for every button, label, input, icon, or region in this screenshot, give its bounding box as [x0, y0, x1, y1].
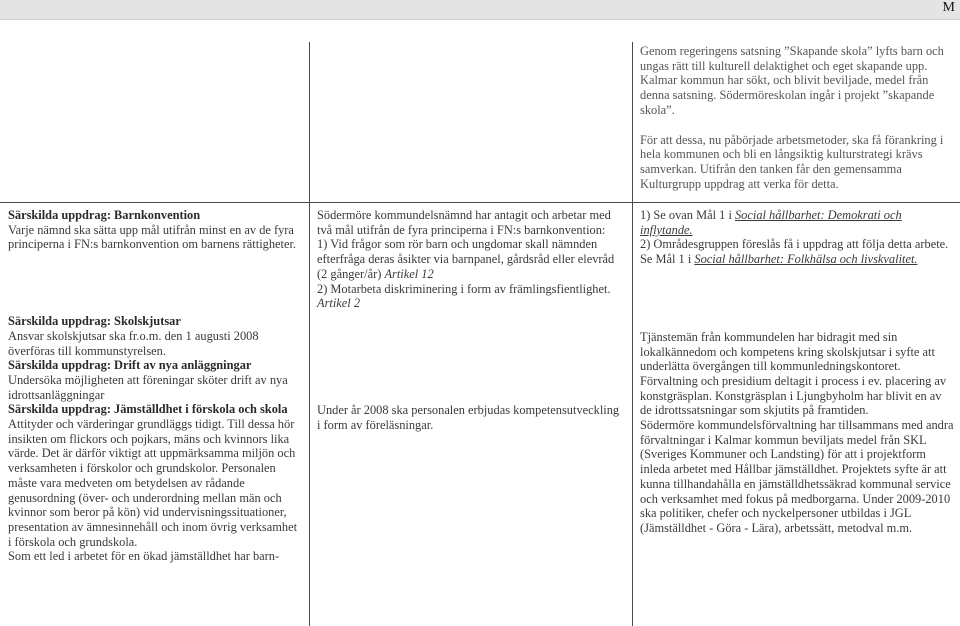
heading-jamstalldhet: Särskilda uppdrag: Jämställdhet i förskola och skola [8, 402, 288, 417]
right-jamstalldhet: Södermöre kommundelsförvaltning har tillsammans med andra förvaltningar i Kalmar kommun beviljats medel från SKL (Sveriges Kommuner och Landsting) för att i projektform inleda arbetet med Hållbar jämställdhet. Projektets syfte är att kunna tillhandahålla en jämställdhetssäkrad kommunal service och verksamhet med fokus på medborgarna. Under 2009-2010 ska politiker, chefer och nyckelpersoner utbildas i JGL (Jämställdhet - Göra - Lära), arbetssätt, metodval m.m. [640, 418, 954, 535]
middle-column [317, 208, 625, 432]
skapande-skola-paragraph: Genom regeringens satsning ”Skapande skola” lyfts barn och ungas rätt till kulturell delaktighet och eget skapande upp. Kalmar kommun har sökt, och blivit beviljade, medel från denna satsning. Södermöreskolan ingår i projekt ”skapande skola”. [640, 44, 944, 117]
text-jamstalldhet: Attityder och värderingar grundläggs tidigt. Till dessa hör insikten om flickors och pojkars, mäns och kvinnors lika värde. Det är därför viktigt att uppmärksamma miljön och verksamheten i förskolor och grundskolor. Personalen måste vara medveten om betydelsen av rådande genusordning (över- och underordning mellan män och kvinnor som beror på kön) vid undervisningssituationer, presentation av ämnesinnehåll och inom övrig verksamhet i förskola och grundskola. [8, 417, 298, 549]
heading-skolskjutsar: Särskilda uppdrag: Skolskjutsar [8, 314, 181, 329]
top-bar [0, 0, 960, 20]
text-barnkonvention: Varje nämnd ska sätta upp mål utifrån minst en av de fyra principerna i FN:s barnkonvention om barnens rättigheter. [8, 222, 297, 252]
middle-goal-1: 1) Vid frågor som rör barn och ungdomar skall nämnden efterfråga deras åsikter via barnpanel, gårdsråd eller elevråd (2 gånger/år) Artikel 12 [317, 237, 615, 281]
heading-drift: Särskilda uppdrag: Drift av nya anläggningar [8, 358, 252, 373]
article-12: Artikel 12 [384, 266, 434, 281]
middle-goal-2: 2) Motarbeta diskriminering i form av främlingsfientlighet. Artikel 2 [317, 281, 611, 311]
right-skolskjutsar: Tjänstemän från kommundelen har bidragit med sin lokalkännedom och kompetens kring skolskjutsar i syfte att underlätta övergången till kommunledningskontoret. [640, 329, 935, 374]
link-folkhalsa: Social hållbarhet: Folkhälsa och livskvalitet. [694, 252, 918, 267]
right-item-1: 1) Se ovan Mål 1 i Social hållbarhet: Demokrati och inflytande. [640, 208, 902, 237]
right-top-cell [640, 44, 952, 191]
column-divider-2 [632, 42, 633, 626]
column-divider-1 [309, 42, 310, 626]
right-item-2: 2) Områdesgruppen föreslås få i uppdrag att följa detta arbete. Se Mål 1 i Social hållbarhet: Folkhälsa och livskvalitet. [640, 237, 949, 267]
row-divider [0, 202, 960, 203]
text-jamstalldhet-cont: Som ett led i arbetet för en ökad jämställdhet har barn- [8, 549, 280, 564]
right-konstgras: Förvaltning och presidium deltagit i process i ev. placering av konstgräsplan. Konstgräsplan i Ljungbyholm har blivit en av de idrottssatsningar som skjutits på framtiden. [640, 373, 947, 418]
kulturgrupp-paragraph: För att dessa, nu påbörjade arbetsmetoder, ska få förankring i hela kommunen och bli en långsiktig kulturstrategi krävs samverkan. Utifrån den tanken får den gemensamma Kulturgrupp uppdrag att verka för detta. [640, 132, 944, 191]
header-letter: M [942, 0, 955, 15]
middle-kompetens: Under år 2008 ska personalen erbjudas kompetensutveckling i form av föreläsningar. [317, 402, 620, 432]
left-column [8, 208, 300, 564]
article-2: Artikel 2 [317, 296, 361, 311]
right-column [640, 208, 954, 536]
middle-intro: Södermöre kommundelsnämnd har antagit och arbetar med två mål utifrån de fyra principerna i FN:s barnkonvention: [317, 208, 611, 237]
link-demokrati: Social hållbarhet: Demokrati och inflytande. [640, 208, 902, 237]
text-skolskjutsar: Ansvar skolskjutsar ska fr.o.m. den 1 augusti 2008 överföras till kommunstyrelsen. [8, 328, 259, 358]
text-drift: Undersöka möjligheten att föreningar sköter drift av nya idrottsanläggningar [8, 372, 288, 402]
heading-barnkonvention: Särskilda uppdrag: Barnkonvention [8, 208, 201, 222]
